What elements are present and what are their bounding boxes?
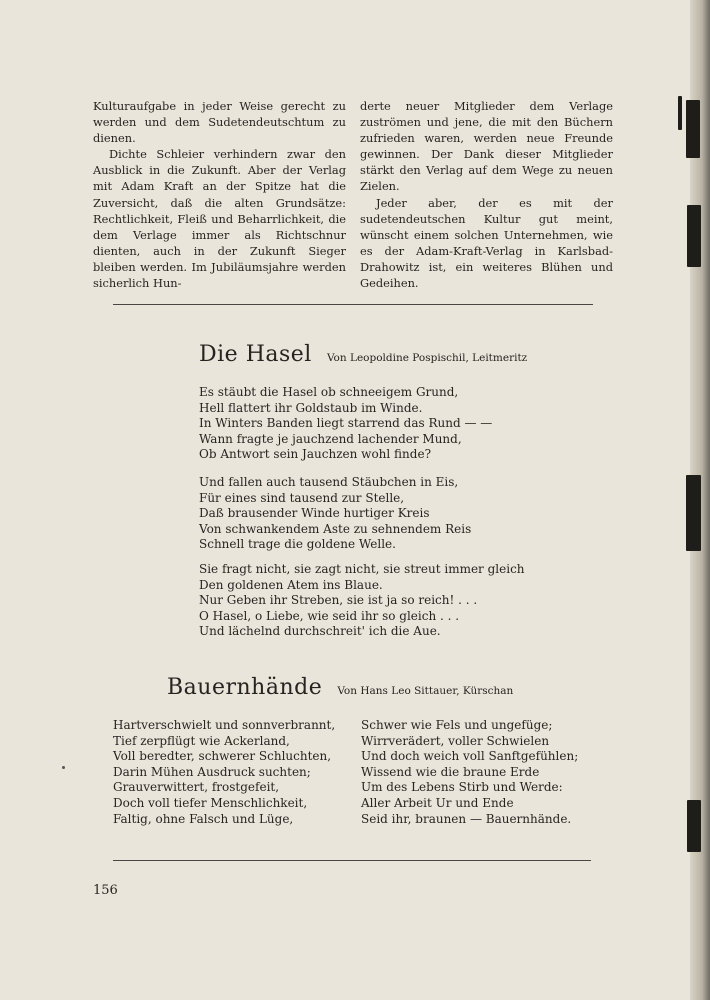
verse-line: Grauverwittert, frostgefeit, [113,780,280,795]
article-column-right [360,98,613,291]
verse-line: Aller Arbeit Ur und Ende [361,795,514,810]
verse-line: Faltig, ohne Falsch und Lüge, [113,811,294,826]
article-columns [93,98,613,291]
verse-line: Tief zerpflügt wie Ackerland, [113,733,290,748]
verse-line: In Winters Banden liegt starrend das Rund — — [199,416,493,431]
stanza [199,475,471,553]
verse-line: Doch voll tiefer Menschlichkeit, [113,795,308,810]
verse-line: Darin Mühen Ausdruck suchten; [113,764,311,779]
article-paragraph: Jeder aber, der es mit der sudetendeutschen Kultur gut meint, wünscht einem solchen Unternehmen, wie es der Adam-Kraft-Verlag in Karlsbad-Drahowitz ist, ein weiteres Blühen und Gedeihen. [360,195,613,291]
paper-speck [62,766,65,769]
verse-line: Für eines sind tausend zur Stelle, [199,490,405,505]
verse-line: Um des Lebens Stirb und Werde: [361,780,563,795]
edge-notch [686,100,700,158]
poem-heading [199,342,527,367]
verse-line: O Hasel, o Liebe, wie seid ihr so gleich . . . [199,608,460,623]
verse-line: Nur Geben ihr Streben, sie ist ja so reich! . . . [199,593,478,608]
verse-line: Von schwankendem Aste zu sehnendem Reis [199,521,472,536]
verse-line: Wann fragte je jauchzend lachender Mund, [199,431,462,446]
verse-line: Es stäubt die Hasel ob schneeigem Grund, [199,385,459,399]
verse-line: Schnell trage die goldene Welle. [199,537,396,552]
stanza [199,562,525,640]
article-paragraph: Dichte Schleier verhindern zwar den Ausblick in die Zukunft. Aber der Verlag mit Adam Kraft an der Spitze hat die Zuversicht, daß die alten Grundsätze: Rechtlichkeit, Fleiß und Beharrlichkeit, die dem Verlage immer als Richtschnur dienten, auch in der Zukunft Sieger bleiben werden. Im Jubiläumsjahre werden sicherlich Hun- [93,147,346,291]
edge-notch [687,800,701,852]
verse-line: Den goldenen Atem ins Blaue. [199,577,383,592]
article-column-left [93,98,346,291]
verse-line: Und fallen auch tausend Stäubchen in Eis, [199,475,459,489]
verse-column-left [113,718,335,827]
page-edge [690,0,710,1000]
edge-notch [686,475,701,551]
verse-line: Ob Antwort sein Jauchzen wohl finde? [199,447,431,462]
verse-line: Hartverschwielt und sonnverbrannt, [113,718,336,732]
edge-notch [678,96,682,130]
poem-byline: Von Hans Leo Sittauer, Kürschan [337,685,514,697]
verse-line: Daß brausender Winde hurtiger Kreis [199,506,430,521]
article-paragraph: derte neuer Mitglieder dem Verlage zuströmen und jene, die mit den Büchern zufrieden waren, werden neue Freunde gewinnen. Der Dank dieser Mitglieder stärkt den Verlag auf dem Wege zu neuen Zielen. [360,99,613,194]
verse-line: Wirrverädert, voller Schwielen [361,733,550,748]
divider-rule [113,860,591,861]
poem-heading [167,675,513,700]
verse-column-right [361,718,578,827]
page-number: 156 [93,883,118,898]
verse-line: Schwer wie Fels und ungefüge; [361,718,553,732]
divider-rule [113,304,593,305]
poem-byline: Von Leopoldine Pospischil, Leitmeritz [326,352,528,364]
verse-line: Voll beredter, schwerer Schluchten, [113,749,332,764]
article-paragraph: Kulturaufgabe in jeder Weise gerecht zu werden und dem Sudetendeutschtum zu dienen. [93,99,346,146]
verse-line: Und doch weich voll Sanftgefühlen; [361,749,579,764]
poem-title: Die Hasel [199,342,312,367]
stanza [199,385,492,463]
verse-line: Sie fragt nicht, sie zagt nicht, sie streut immer gleich [199,562,525,576]
verse-line: Wissend wie die braune Erde [361,764,540,779]
verse-line: Und lächelnd durchschreit' ich die Aue. [199,624,441,639]
poem-title: Bauernhände [167,675,323,700]
edge-notch [687,205,701,267]
verse-line: Seid ihr, braunen — Bauernhände. [361,811,572,826]
verse-line: Hell flattert ihr Goldstaub im Winde. [199,400,423,415]
